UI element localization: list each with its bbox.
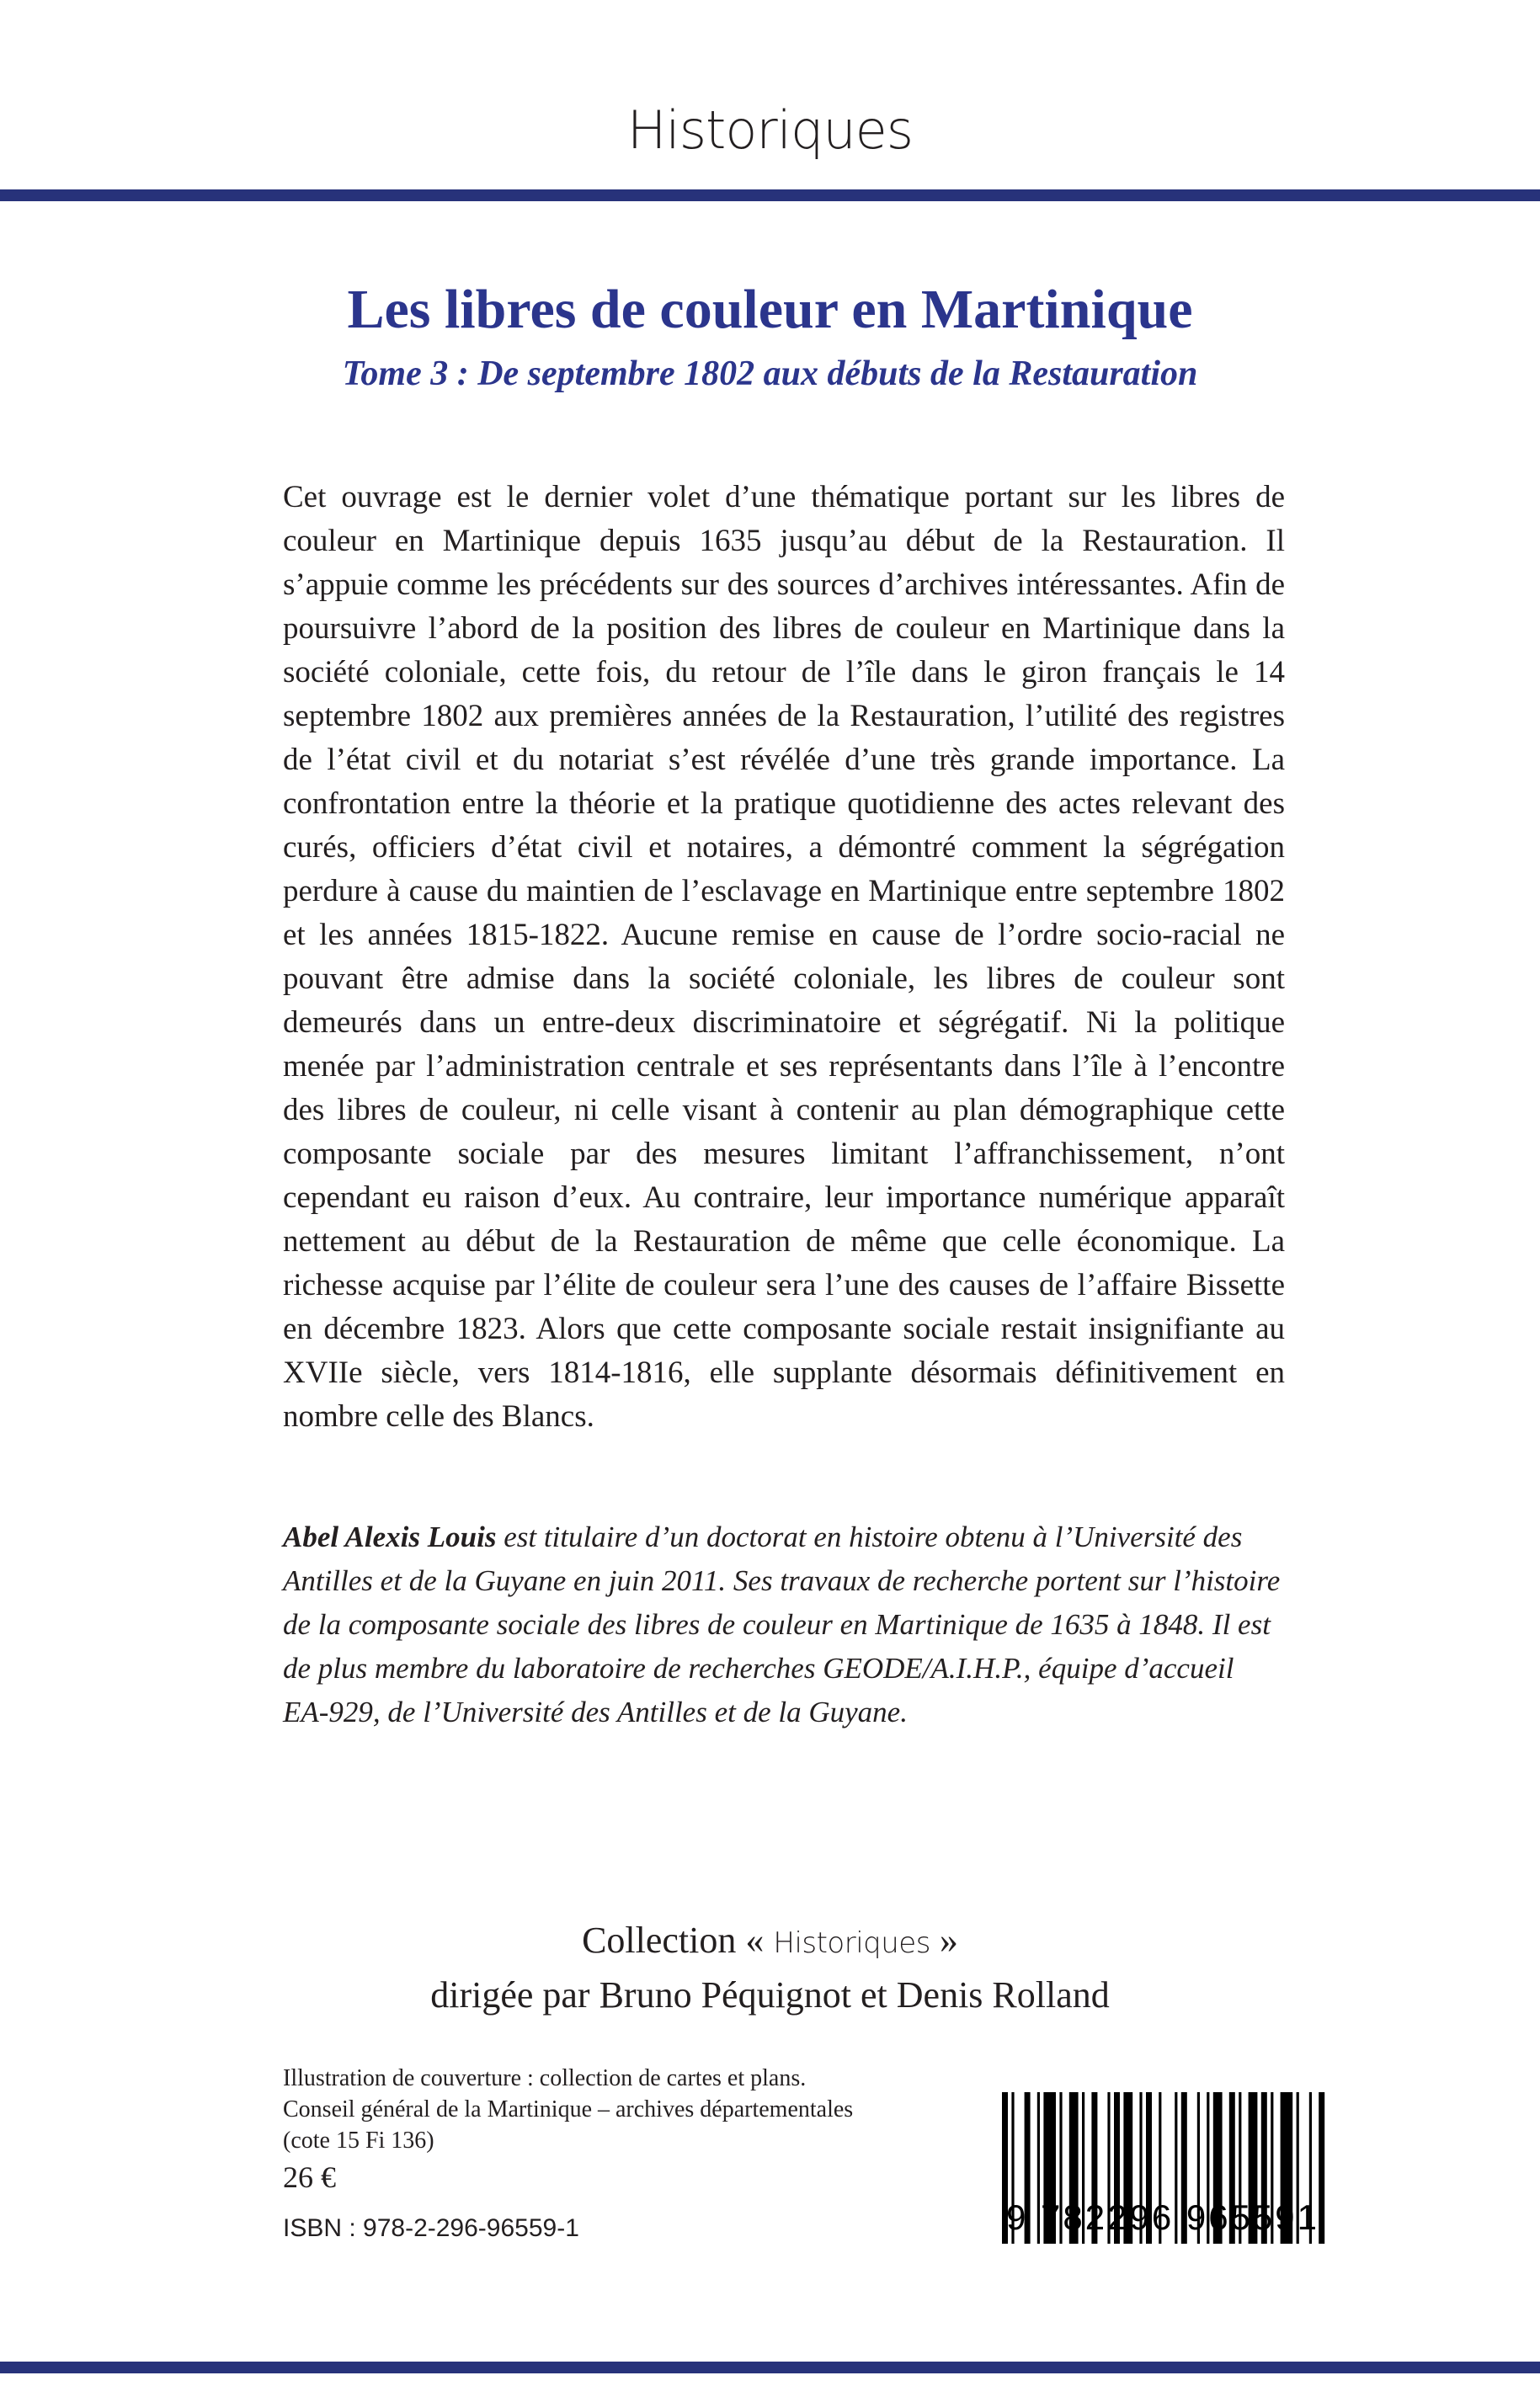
author-bio xyxy=(283,1515,1285,1734)
collection-directors: dirigée par Bruno Péquignot et Denis Rolland xyxy=(430,1974,1110,2016)
isbn: ISBN : 978-2-296-96559-1 xyxy=(283,2214,579,2242)
collection-suffix: » xyxy=(930,1920,958,1961)
collection-line xyxy=(0,1915,1540,1968)
credit-line-3: (cote 15 Fi 136) xyxy=(283,2128,434,2154)
series-title: Historiques xyxy=(626,99,914,161)
barcode-icon xyxy=(987,2092,1339,2298)
book-subtitle: Tome 3 : De septembre 1802 aux débuts de la Restauration xyxy=(342,354,1198,393)
credit-line-2: Conseil général de la Martinique – archives départementales xyxy=(283,2096,854,2122)
book-title: Les libres de couleur en Martinique xyxy=(347,279,1193,340)
author-name: Abel Alexis Louis xyxy=(283,1521,497,1553)
credit-line-1: Illustration de couverture : collection de cartes et plans. xyxy=(283,2065,807,2091)
top-rule xyxy=(0,189,1540,201)
collection-prefix: Collection « xyxy=(582,1920,774,1961)
collection-brand: Historiques xyxy=(773,1926,930,1960)
summary-text: Cet ouvrage est le dernier volet d’une thématique portant sur les libres de couleur en Martinique depuis 1635 jusqu’au début de la Restauration. Il s’appuie comme les précédents sur des sources d’archives intéressantes. Afin de poursuivre l’abord de la position des libres de couleur en Martinique dans la société coloniale, cette fois, du retour de l’île dans le giron français le 14 septembre 1802 aux premières années de la Restauration, l’utilité des registres de l’état civil et du notariat s’est révélée d’une très grande importance. La confrontation entre la théorie et la pratique quotidienne des actes relevant des curés, officiers d’état civil et notaires, a démontré comment la ségrégation perdure à cause du maintien de l’esclavage en Martinique entre septembre 1802 et les années 1815-1822. Aucune remise en cause de l’ordre socio-racial ne pouvant être admise dans la société coloniale, les libres de couleur sont demeurés dans un entre-deux discriminatoire et ségrégatif. Ni la politique menée par l’administration centrale et ses représentants dans l’île à l’encontre des libres de couleur, ni celle visant à contenir au plan démographique cette composante sociale par des mesures limitant l’affranchissement, n’ont cependant eu raison d’eux. Au contraire, leur importance numérique apparaît nettement au début de la Restauration de même que celle économique. La richesse acquise par l’élite de couleur sera l’une des causes de l’affaire Bissette en décembre 1823. Alors que cette composante sociale restait insignifiante au XVIIe siècle, vers 1814-1816, elle supplante désormais définitivement en nombre celle des Blancs. xyxy=(283,480,1285,1434)
illustration-credit xyxy=(283,2063,973,2156)
author-bio-text: est titulaire d’un doctorat en histoire obtenu à l’Université des Antilles et de la Guyane en juin 2011. Ses travaux de recherche portent sur l’histoire de la composante sociale des libres de couleur en Martinique de 1635 à 1848. Il est de plus membre du laboratoire de recherches GEODE/A.I.H.P., équipe d’accueil EA-929, de l’Université des Antilles et de la Guyane. xyxy=(283,1521,1281,1728)
bottom-rule xyxy=(0,2362,1540,2373)
barcode-digits: 9 782296 965591 xyxy=(1006,2197,1319,2237)
price: 26 € xyxy=(283,2160,336,2194)
